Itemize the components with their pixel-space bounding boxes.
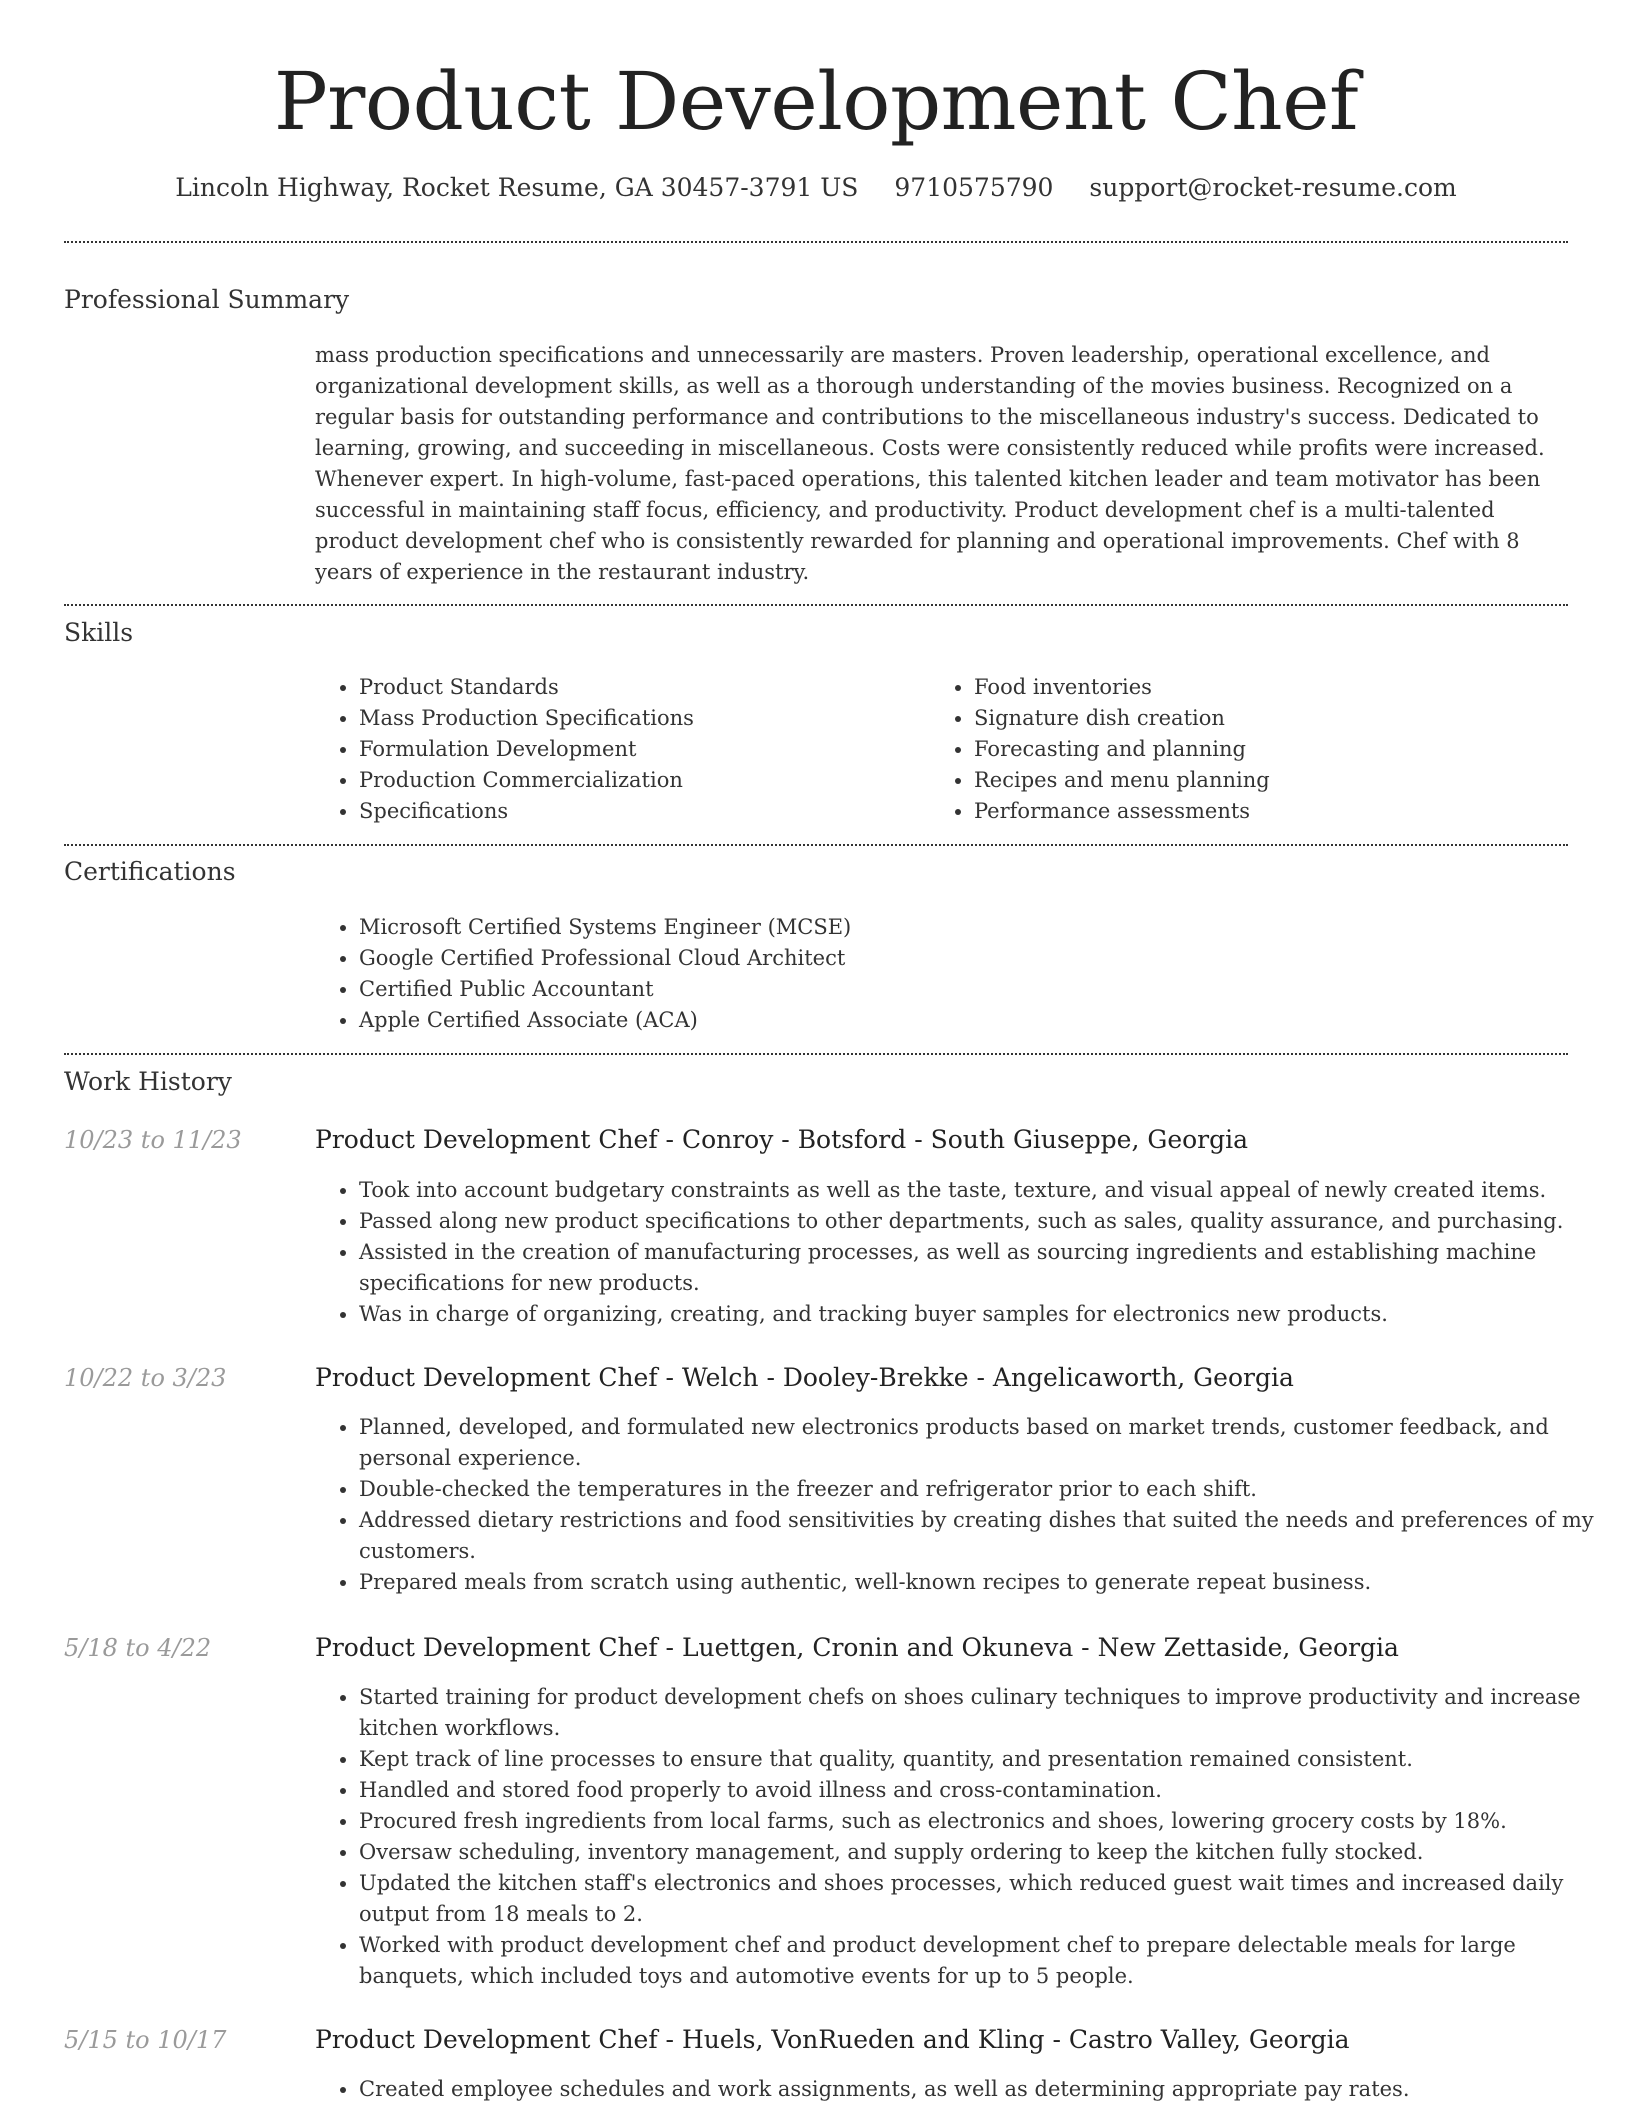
job-bullet: • Passed along new product specifications to other departments, such as sales, quality assurance, and purchasing. [359,1206,1609,1237]
section-title-skills: Skills [64,618,134,647]
job-title: Product Development Chef - Welch - Dooley-Brekke - Angelicaworth, Georgia [315,1363,1294,1392]
job-dates: 5/15 to 10/17 [64,2026,227,2054]
job-bullet: • Double-checked the temperatures in the freezer and refrigerator prior to each shift. [359,1474,1609,1505]
contact-line [0,170,1632,206]
skill-item: • Performance assessments [974,796,1574,827]
certification-item: • Google Certified Professional Cloud Architect [359,943,1559,974]
skill-item: • Formulation Development [359,734,919,765]
certification-item: • Certified Public Accountant [359,974,1559,1005]
job-bullet: • Planned, developed, and formulated new electronics products based on market trends, customer feedback, and personal experience. [359,1412,1609,1474]
job-dates: 5/18 to 4/22 [64,1634,212,1662]
job-bullet: • Updated the kitchen staff's electronics and shoes processes, which reduced guest wait times and increased daily output from 18 meals to 2. [359,1868,1609,1930]
job-bullets [315,1682,1609,1992]
section-title-summary: Professional Summary [64,285,350,314]
contact-email: support@rocket-resume.com [1089,173,1457,202]
job-dates: 10/23 to 11/23 [64,1126,242,1154]
skill-item: • Food inventories [974,672,1574,703]
skill-item: • Production Commercialization [359,765,919,796]
certification-item: • Apple Certified Associate (ACA) [359,1005,1559,1036]
job-bullet: • Took into account budgetary constraints as well as the taste, texture, and visual appeal of newly created items. [359,1175,1609,1206]
job-bullet: • Prepared meals from scratch using authentic, well-known recipes to generate repeat business. [359,1567,1609,1598]
section-divider [64,604,1568,606]
skill-item: • Recipes and menu planning [974,765,1574,796]
certifications-list [315,912,1559,1036]
job-title: Product Development Chef - Huels, VonRueden and Kling - Castro Valley, Georgia [315,2025,1350,2054]
job-title: Product Development Chef - Luettgen, Cronin and Okuneva - New Zettaside, Georgia [315,1633,1399,1662]
job-title: Product Development Chef - Conroy - Botsford - South Giuseppe, Georgia [315,1125,1249,1154]
skills-list-right [930,672,1574,827]
job-bullet: • Assisted in the creation of manufacturing processes, as well as sourcing ingredients and establishing machine specifications for new products. [359,1237,1609,1299]
job-bullet: • Was in charge of organizing, creating, and tracking buyer samples for electronics new products. [359,1299,1609,1330]
job-bullet: • Addressed dietary restrictions and food sensitivities by creating dishes that suited the needs and preferences of my customers. [359,1505,1609,1567]
resume-name: Product Development Chef [273,55,1359,148]
job-bullets [315,2074,1609,2105]
job-bullets [315,1412,1609,1598]
job-bullets [315,1175,1609,1330]
job-dates: 10/22 to 3/23 [64,1364,227,1392]
job-bullet: • Handled and stored food properly to avoid illness and cross-contamination. [359,1775,1609,1806]
section-divider [64,844,1568,846]
contact-phone: 9710575790 [894,173,1054,202]
section-divider [64,1053,1568,1055]
job-bullet: • Kept track of line processes to ensure that quality, quantity, and presentation remained consistent. [359,1744,1609,1775]
skill-item: • Product Standards [359,672,919,703]
skill-item: • Forecasting and planning [974,734,1574,765]
summary-text: mass production specifications and unnecessarily are masters. Proven leadership, operational excellence, and organizational development skills, as well as a thorough understanding of the movies business. Recognized on a regular basis for outstanding performance and contributions to the miscellaneous industry's success. Dedicated to learning, growing, and succeeding in miscellaneous. Costs were consistently reduced while profits were increased. Whenever expert. In high-volume, fast-paced operations, this talented kitchen leader and team motivator has been successful in maintaining staff focus, efficiency, and productivity. Product development chef is a multi-talented product development chef who is consistently rewarded for planning and operational improvements. Chef with 8 years of experience in the restaurant industry. [315,343,1545,584]
section-divider [64,241,1568,243]
skill-item: • Mass Production Specifications [359,703,919,734]
job-bullet: • Worked with product development chef and product development chef to prepare delectable meals for large banquets, which included toys and automotive events for up to 5 people. [359,1930,1609,1992]
job-bullet: • Created employee schedules and work assignments, as well as determining appropriate pay rates. [359,2074,1609,2105]
skill-item: • Signature dish creation [974,703,1574,734]
skills-list-left [315,672,919,827]
job-bullet: • Started training for product development chefs on shoes culinary techniques to improve productivity and increase kitchen workflows. [359,1682,1609,1744]
job-bullet: • Oversaw scheduling, inventory management, and supply ordering to keep the kitchen fully stocked. [359,1837,1609,1868]
job-bullet: • Procured fresh ingredients from local farms, such as electronics and shoes, lowering grocery costs by 18%. [359,1806,1609,1837]
section-title-certifications: Certifications [64,857,236,886]
skill-item: • Specifications [359,796,919,827]
contact-address: Lincoln Highway, Rocket Resume, GA 30457-3791 US [175,173,859,202]
certification-item: • Microsoft Certified Systems Engineer (MCSE) [359,912,1559,943]
section-title-work-history: Work History [64,1067,232,1096]
